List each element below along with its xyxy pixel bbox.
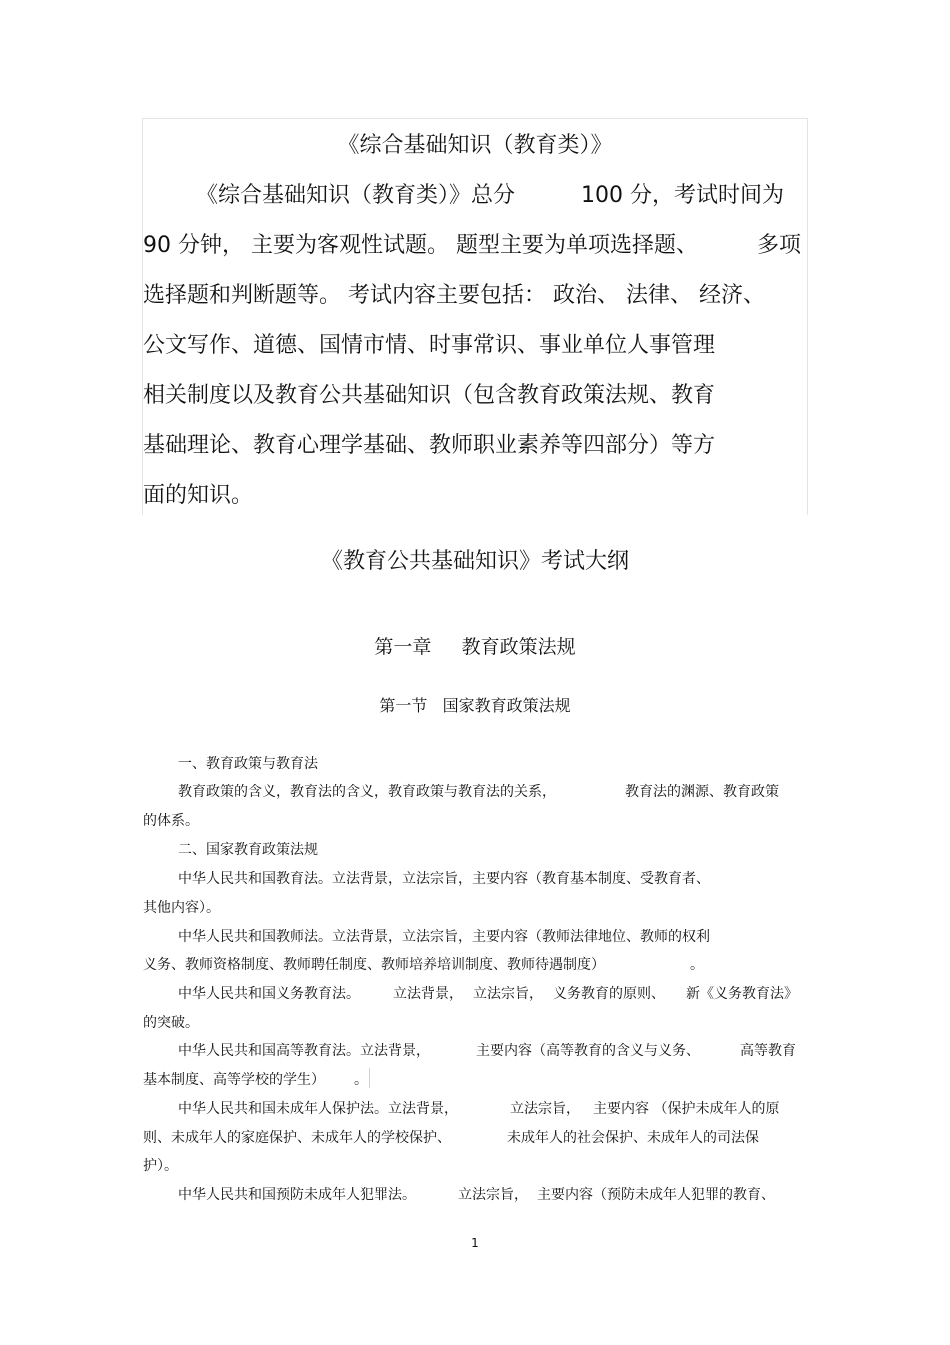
intro-line-5: 相关制度以及教育公共基础知识（包含教育政策法规、教育 — [143, 383, 716, 408]
body-line: 义务、教师资格制度、教师聘任制度、教师培养培训制度、教师待遇制度） — [143, 957, 605, 973]
body-line: 。 — [690, 957, 704, 973]
body-line: 未成年人的社会保护、未成年人的司法保 — [507, 1130, 759, 1146]
body-line: 。 — [354, 1072, 368, 1088]
body-line: 主要内容（高等教育的含义与义务、 — [476, 1043, 700, 1059]
body-line: 高等教育 — [740, 1043, 796, 1059]
intro-line-1b: 100 分，考试时间为 — [581, 183, 784, 208]
body-line: 基本制度、高等学校的学生） — [143, 1072, 325, 1088]
intro-line-2b: 多项 — [757, 233, 802, 258]
body-line: 主要内容（预防未成年人犯罪的教育、 — [537, 1187, 775, 1203]
body-line: 立法背景， — [393, 986, 463, 1002]
intro-line-6: 基础理论、教育心理学基础、教师职业素养等四部分）等方 — [143, 433, 716, 458]
body-line: 中华人民共和国预防未成年人犯罪法。 — [178, 1187, 416, 1203]
intro-line-2: 90 分钟， 主要为客观性试题。 题型主要为单项选择题、 — [143, 233, 698, 258]
body-line: 教育法的渊源、教育政策 — [625, 784, 779, 800]
body-line: 一、教育政策与教育法 — [178, 756, 318, 772]
body-line: 二、国家教育政策法规 — [178, 842, 318, 858]
body-line: 的体系。 — [143, 813, 199, 829]
outline-title: 《教育公共基础知识》考试大纲 — [320, 549, 629, 574]
body-line: 中华人民共和国义务教育法。 — [178, 986, 360, 1002]
page-number: 1 — [471, 1236, 479, 1250]
body-line: 中华人民共和国教育法。立法背景，立法宗旨，主要内容（教育基本制度、受教育者、 — [178, 871, 710, 887]
body-line: 其他内容）。 — [143, 900, 220, 916]
body-line: 则、未成年人的家庭保护、未成年人的学校保护、 — [143, 1130, 451, 1146]
intro-title: 《综合基础知识（教育类）》 — [337, 133, 613, 158]
section-title: 第一节 国家教育政策法规 — [379, 696, 571, 715]
chapter-title: 第一章 教育政策法规 — [374, 636, 576, 658]
body-line: 教育政策的含义，教育法的含义，教育政策与教育法的关系， — [178, 784, 556, 800]
body-line: 立法宗旨， — [510, 1101, 580, 1117]
body-line: 中华人民共和国未成年人保护法。立法背景， — [178, 1101, 458, 1117]
body-line: 护）。 — [143, 1158, 178, 1174]
body-line: 中华人民共和国教师法。立法背景，立法宗旨，主要内容（教师法律地位、教师的权利 — [178, 929, 710, 945]
body-line: 立法宗旨， — [473, 986, 543, 1002]
body-line: 新《义务教育法》 — [686, 986, 798, 1002]
body-line: 立法宗旨， — [458, 1187, 528, 1203]
text-cursor-mark — [369, 1068, 370, 1088]
intro-line-1: 《综合基础知识（教育类）》总分 — [196, 183, 516, 208]
body-line: 主要内容 （保护未成年人的原 — [593, 1101, 780, 1117]
body-line: 的突破。 — [143, 1015, 199, 1031]
intro-line-7: 面的知识。 — [143, 483, 254, 508]
body-line: 义务教育的原则、 — [553, 986, 665, 1002]
intro-line-4: 公文写作、道德、国情市情、时事常识、事业单位人事管理 — [143, 333, 716, 358]
intro-line-3: 选择题和判断题等。 考试内容主要包括： 政治、 法律、 经济、 — [143, 283, 765, 308]
body-line: 中华人民共和国高等教育法。立法背景， — [178, 1043, 430, 1059]
